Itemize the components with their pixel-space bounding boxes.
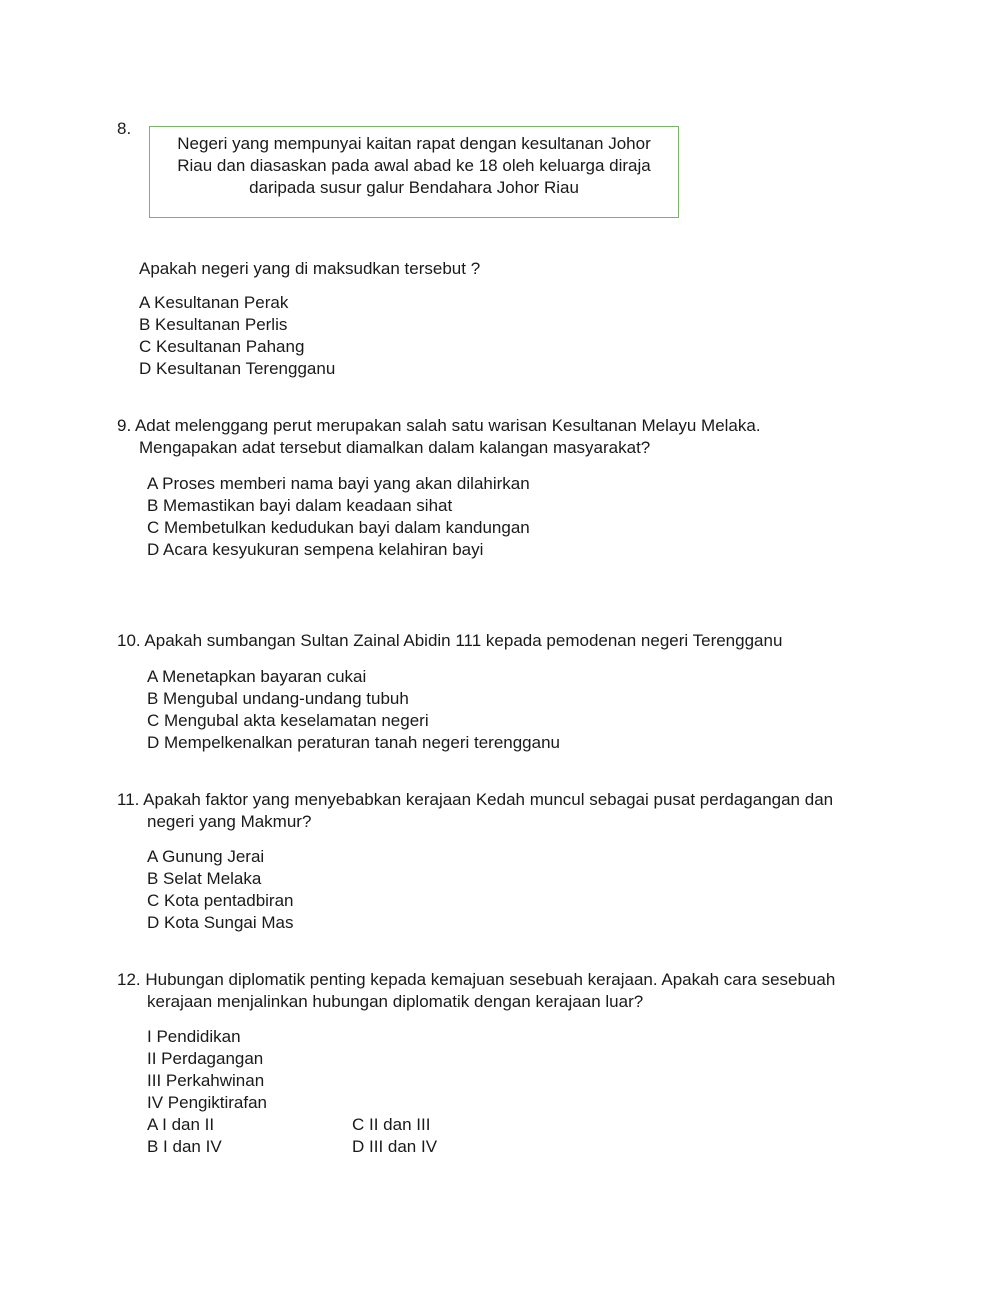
q10-option-d[interactable]: D Mempelkenalkan peraturan tanah negeri terengganu	[147, 733, 560, 752]
q8-box-line-3: daripada susur galur Bendahara Johor Riau	[249, 178, 579, 197]
q11-option-c[interactable]: C Kota pentadbiran	[147, 891, 294, 910]
q11-option-b[interactable]: B Selat Melaka	[147, 869, 262, 888]
q9-option-b[interactable]: B Memastikan bayi dalam keadaan sihat	[147, 496, 453, 515]
q8-option-a[interactable]: A Kesultanan Perak	[139, 293, 289, 312]
q8-info-box	[149, 126, 679, 218]
q12-option-a[interactable]: A I dan II	[147, 1115, 215, 1134]
q9-option-a[interactable]: A Proses memberi nama bayi yang akan dilahirkan	[147, 474, 530, 493]
q9-question-line-1: 9. Adat melenggang perut merupakan salah satu warisan Kesultanan Melayu Melaka.	[117, 416, 761, 435]
q10-question-line-1: 10. Apakah sumbangan Sultan Zainal Abidin 111 kepada pemodenan negeri Terengganu	[117, 631, 783, 650]
q10-option-a[interactable]: A Menetapkan bayaran cukai	[147, 667, 367, 686]
q12-question-line-2: kerajaan menjalinkan hubungan diplomatik dengan kerajaan luar?	[147, 992, 644, 1011]
q8-number: 8.	[117, 119, 132, 138]
q10-option-b[interactable]: B Mengubal undang-undang tubuh	[147, 689, 409, 708]
q12-option-c[interactable]: C II dan III	[352, 1115, 431, 1134]
q11-option-d[interactable]: D Kota Sungai Mas	[147, 913, 294, 932]
q8-question: Apakah negeri yang di maksudkan tersebut ?	[139, 259, 481, 278]
q8-box-line-1: Negeri yang mempunyai kaitan rapat dengan kesultanan Johor	[177, 134, 651, 153]
q12-statement-4: IV Pengiktirafan	[147, 1093, 268, 1112]
q12-statement-3: III Perkahwinan	[147, 1071, 265, 1090]
q8-option-d[interactable]: D Kesultanan Terengganu	[139, 359, 336, 378]
q12-question-line-1: 12. Hubungan diplomatik penting kepada kemajuan sesebuah kerajaan. Apakah cara sesebuah	[117, 970, 836, 989]
q9-option-d[interactable]: D Acara kesyukuran sempena kelahiran bayi	[147, 540, 484, 559]
q12-statement-2: II Perdagangan	[147, 1049, 264, 1068]
q11-option-a[interactable]: A Gunung Jerai	[147, 847, 265, 866]
q12-option-d[interactable]: D III dan IV	[352, 1137, 438, 1156]
q12-option-b[interactable]: B I dan IV	[147, 1137, 222, 1156]
q8-option-b[interactable]: B Kesultanan Perlis	[139, 315, 288, 334]
q11-question-line-2: negeri yang Makmur?	[147, 812, 312, 831]
q12-statement-1: I Pendidikan	[147, 1027, 241, 1046]
q8-option-c[interactable]: C Kesultanan Pahang	[139, 337, 305, 356]
q8-box-line-2: Riau dan diasaskan pada awal abad ke 18 oleh keluarga diraja	[177, 156, 651, 175]
q11-question-line-1: 11. Apakah faktor yang menyebabkan kerajaan Kedah muncul sebagai pusat perdagangan dan	[117, 790, 834, 809]
q10-option-c[interactable]: C Mengubal akta keselamatan negeri	[147, 711, 429, 730]
q9-question-line-2: Mengapakan adat tersebut diamalkan dalam kalangan masyarakat?	[139, 438, 651, 457]
q9-option-c[interactable]: C Membetulkan kedudukan bayi dalam kandungan	[147, 518, 530, 537]
